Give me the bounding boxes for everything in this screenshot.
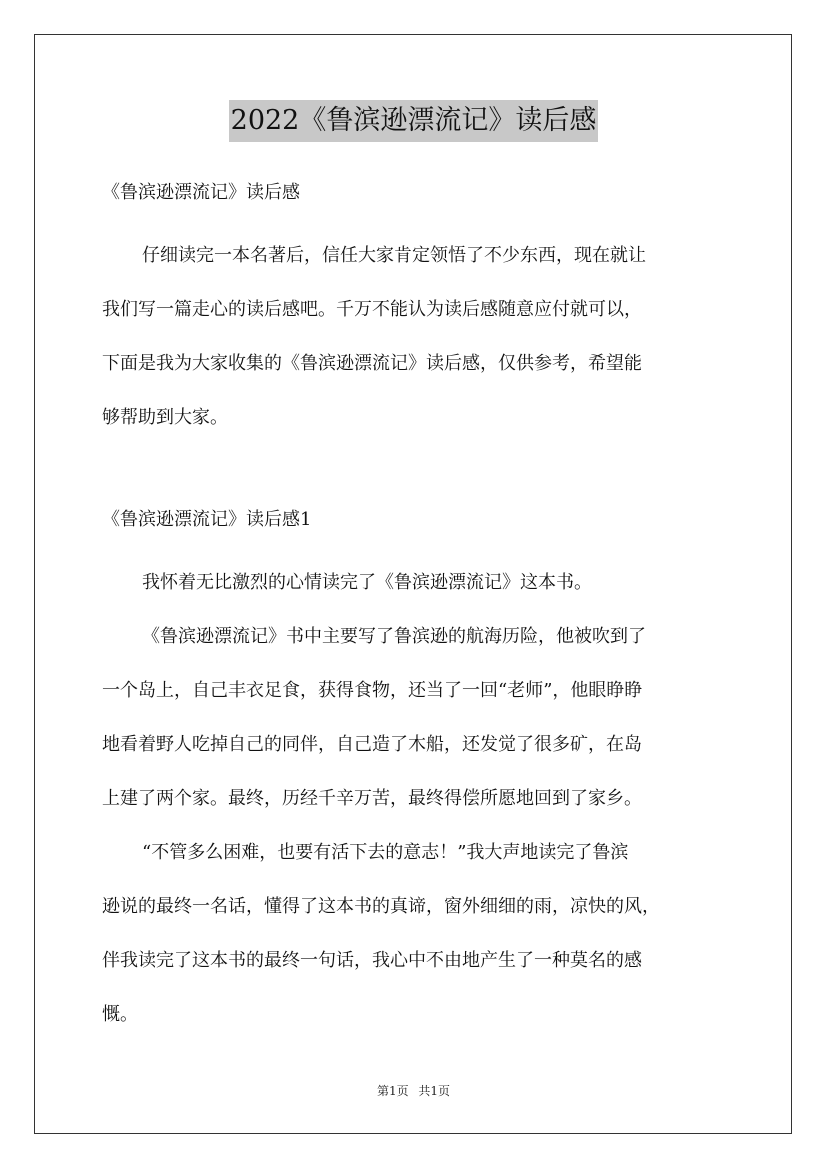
paragraph-line: 《鲁滨逊漂流记》书中主要写了鲁滨逊的航海历险，他被吹到了 [142,626,646,647]
paragraph-line: 下面是我为大家收集的《鲁滨逊漂流记》读后感，仅供参考，希望能 [102,353,642,374]
paragraph-line: 慨。 [102,1004,138,1025]
paragraph-line: 仔细读完一本名著后，信任大家肯定领悟了不少东西，现在就让 [142,245,646,266]
page-number: 第1页 [376,1084,409,1098]
paragraph-line: 上建了两个家。最终，历经千辛万苦，最终得偿所愿地回到了家乡。 [102,788,642,809]
intro-heading: 《鲁滨逊漂流记》读后感 [102,182,300,203]
paragraph-3 [102,826,742,1042]
paragraph-line: 我们写一篇走心的读后感吧。千万不能认为读后感随意应付就可以， [102,299,642,320]
page-total: 共1页 [418,1084,451,1098]
paragraph-line: 逊说的最终一名话，懂得了这本书的真谛，窗外细细的雨，凉快的风， [102,896,660,917]
paragraph-1 [102,556,742,610]
page-footer [0,1082,827,1100]
document-title: 2022《鲁滨逊漂流记》读后感 [229,100,599,142]
section-1-heading: 《鲁滨逊漂流记》读后感1 [102,509,312,530]
paragraph-line: 一个岛上，自己丰衣足食，获得食物，还当了一回“老师”，他眼睁睁 [102,680,643,701]
intro-paragraph [102,229,742,445]
title-container [0,100,827,142]
spacer [102,445,742,502]
spacer [102,538,742,556]
paragraph-line: 我怀着无比激烈的心情读完了《鲁滨逊漂流记》这本书。 [142,572,592,593]
paragraph-line: 伴我读完了这本书的最终一句话，我心中不由地产生了一种莫名的感 [102,950,642,971]
paragraph-line: 够帮助到大家。 [102,407,228,428]
paragraph-2 [102,610,742,826]
paragraph-line: “不管多么困难，也要有活下去的意志！”我大声地读完了鲁滨 [142,842,629,863]
spacer [102,211,742,229]
document-body [102,175,742,1042]
paragraph-line: 地看着野人吃掉自己的同伴，自己造了木船，还发觉了很多矿，在岛 [102,734,642,755]
